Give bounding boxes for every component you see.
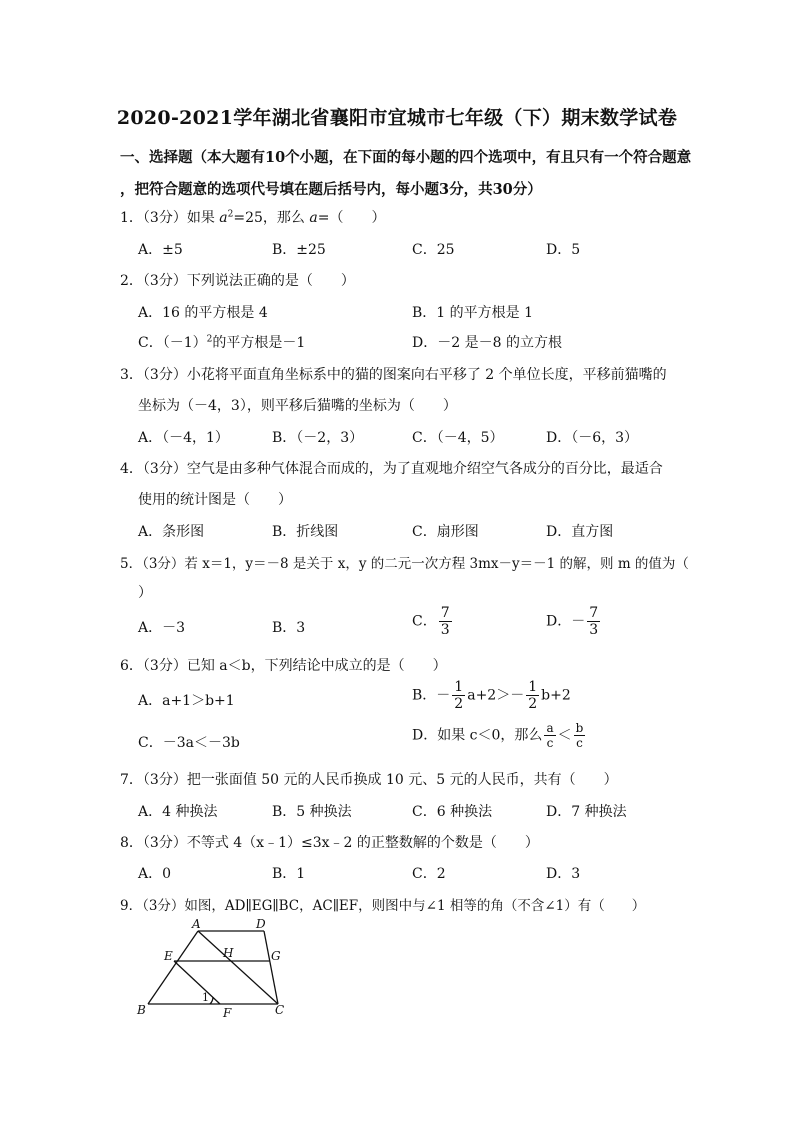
point-label-h: H — [223, 946, 234, 960]
q2-option-a: A．16 的平方根是 4 — [138, 305, 268, 321]
question-6-stem: 6．（3分）已知 a＜b，下列结论中成立的是（ ） — [120, 658, 447, 674]
q4-option-a: A．条形图 — [138, 524, 205, 540]
angle-1-arc — [210, 997, 213, 1004]
q7-option-a: A．4 种换法 — [138, 804, 218, 820]
point-label-f: F — [223, 1006, 232, 1020]
question-3-line2: 坐标为（－4，3），则平移后猫嘴的坐标为（ ） — [138, 398, 457, 414]
question-9-stem: 9．（3分）如图，AD∥EG∥BC，AC∥EF，则图中与∠1 相等的角（不含∠1）有（ ） — [120, 898, 646, 914]
q8-option-a: A．0 — [138, 866, 172, 882]
q2-option-d: D．－2 是－8 的立方根 — [412, 335, 562, 351]
point-label-a: A — [192, 917, 201, 931]
q4-option-d: D．直方图 — [546, 524, 614, 540]
q1-option-d: D．5 — [546, 242, 581, 258]
point-label-c: C — [275, 1003, 285, 1017]
q3-option-a: A．（－4，1） — [138, 430, 229, 446]
q6-option-a: A．a+1＞b+1 — [138, 693, 235, 709]
q5-option-b: B．3 — [272, 620, 306, 636]
q3-option-c: C．（－4，5） — [412, 430, 504, 446]
question-5-line2: ） — [138, 585, 152, 601]
point-label-d: D — [256, 917, 266, 931]
question-1-stem: 1．（3分）如果 $a^2=25$，那么 a=（ ） — [120, 209, 386, 226]
question-2-stem: 2．（3分）下列说法正确的是（ ） — [120, 273, 355, 289]
geometry-figure — [130, 916, 300, 1022]
question-8-stem: 8．（3分）不等式 4（x﹣1）≤3x﹣2 的正整数解的个数是（ ） — [120, 835, 539, 851]
q5-option-c: C． $\frac{7}{3}$ — [412, 605, 450, 638]
q7-option-c: C．6 种换法 — [412, 804, 493, 820]
q3-option-b: B．（－2，3） — [272, 430, 364, 446]
q2-option-c: C．$(-1)^2$的平方根是－1 — [138, 334, 306, 351]
q1-option-c: C．25 — [412, 242, 455, 258]
q1-option-b: B．±25 — [272, 242, 326, 258]
q5-option-d: D．－ $\frac{7}{3}$ — [546, 605, 599, 638]
q5-option-a: A．－3 — [138, 620, 186, 636]
q7-option-d: D．7 种换法 — [546, 804, 627, 820]
q4-option-c: C．扇形图 — [412, 524, 479, 540]
question-4-line2: 使用的统计图是（ ） — [138, 492, 292, 508]
q8-option-d: D．3 — [546, 866, 581, 882]
point-label-e: E — [164, 949, 173, 963]
line-ab — [148, 931, 198, 1004]
q3-option-d: D．（－6，3） — [546, 430, 639, 446]
q2-option-b: B．1 的平方根是 1 — [412, 305, 534, 321]
point-label-b: B — [137, 1003, 146, 1017]
point-label-g: G — [271, 949, 281, 963]
q8-option-c: C．2 — [412, 866, 446, 882]
question-5-line1: 5．（3分）若 x＝1，y＝－8 是关于 x，y 的二元一次方程 3mx－y＝－1 的解，则 m 的值为（ — [120, 556, 689, 572]
q8-option-b: B．1 — [272, 866, 306, 882]
question-7-stem: 7．（3分）把一张面值 50 元的人民币换成 10 元、5 元的人民币，共有（ ） — [120, 772, 618, 788]
q1-option-a: A．±5 — [138, 242, 183, 258]
page-title: 2020-2021学年湖北省襄阳市宜城市七年级（下）期末数学试卷 — [116, 107, 678, 129]
question-4-line1: 4．（3分）空气是由多种气体混合而成的，为了直观地介绍空气各成分的百分比，最适合 — [120, 461, 663, 477]
section-heading-line2: ，把符合题意的选项代号填在题后括号内，每小题3分，共30分） — [120, 181, 542, 198]
q4-option-b: B．折线图 — [272, 524, 339, 540]
q6-option-b: B．－ $\frac{1}{2}$ a+2＞－ $\frac{1}{2}$ b+2 — [412, 679, 571, 712]
q6-option-c: C．－3a＜－3b — [138, 735, 240, 751]
q6-option-d: D．如果 c＜0，那么 $\frac{a}{c}$ ＜ $\frac{b}{c}$ — [412, 721, 584, 750]
question-3-line1: 3．（3分）小花将平面直角坐标系中的猫的图案向右平移了 2 个单位长度，平移前猫嘴的 — [120, 367, 667, 383]
angle-label-1: 1 — [202, 991, 209, 1004]
section-heading-line1: 一、选择题（本大题有10个小题，在下面的每小题的四个选项中，有且只有一个符合题意 — [120, 149, 692, 166]
q7-option-b: B．5 种换法 — [272, 804, 352, 820]
